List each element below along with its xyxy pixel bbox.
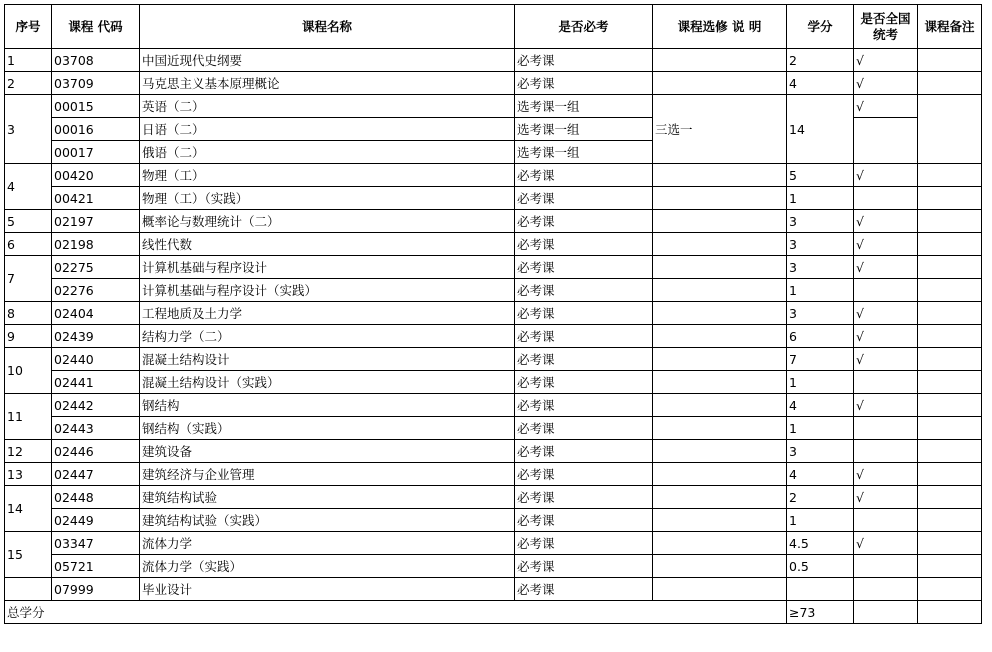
cell-elective-note xyxy=(653,348,787,371)
cell-credits: 6 xyxy=(787,325,854,348)
cell-elective-note xyxy=(653,486,787,509)
cell-required: 必考课 xyxy=(515,532,653,555)
cell-national xyxy=(854,509,918,532)
cell-required: 必考课 xyxy=(515,72,653,95)
cell-remarks xyxy=(918,348,982,371)
cell-name: 混凝土结构设计（实践） xyxy=(140,371,515,394)
cell-elective-note xyxy=(653,233,787,256)
table-header-row xyxy=(5,5,982,49)
cell-national xyxy=(854,118,918,164)
cell-credits: 4 xyxy=(787,72,854,95)
cell-seq: 14 xyxy=(5,486,52,532)
table-row xyxy=(5,210,982,233)
cell-code: 05721 xyxy=(52,555,140,578)
cell-required: 必考课 xyxy=(515,302,653,325)
header-name: 课程名称 xyxy=(140,5,515,49)
cell-seq: 7 xyxy=(5,256,52,302)
cell-name: 物理（工）（实践） xyxy=(140,187,515,210)
cell-name: 钢结构 xyxy=(140,394,515,417)
cell-remarks xyxy=(918,72,982,95)
cell-name: 混凝土结构设计 xyxy=(140,348,515,371)
cell-code: 02197 xyxy=(52,210,140,233)
cell-elective-note xyxy=(653,256,787,279)
cell-remarks xyxy=(918,49,982,72)
cell-remarks xyxy=(918,210,982,233)
cell-credits: 4.5 xyxy=(787,532,854,555)
course-table xyxy=(4,4,982,624)
table-row xyxy=(5,279,982,302)
cell-credits: 5 xyxy=(787,164,854,187)
cell-code: 00421 xyxy=(52,187,140,210)
cell-code: 02449 xyxy=(52,509,140,532)
cell-code: 02198 xyxy=(52,233,140,256)
cell-name: 结构力学（二） xyxy=(140,325,515,348)
header-national: 是否全国统考 xyxy=(854,5,918,49)
table-row xyxy=(5,325,982,348)
total-credits: ≥73 xyxy=(787,601,854,624)
cell-remarks xyxy=(918,302,982,325)
cell-seq: 1 xyxy=(5,49,52,72)
cell-required: 必考课 xyxy=(515,509,653,532)
cell-remarks xyxy=(918,256,982,279)
cell-required: 必考课 xyxy=(515,210,653,233)
cell-remarks xyxy=(918,509,982,532)
cell-remarks xyxy=(918,187,982,210)
cell-required: 选考课一组 xyxy=(515,95,653,118)
cell-code: 00017 xyxy=(52,141,140,164)
cell-national: √ xyxy=(854,486,918,509)
cell-remarks xyxy=(918,532,982,555)
cell-code: 02443 xyxy=(52,417,140,440)
cell-national: √ xyxy=(854,394,918,417)
cell-code: 03709 xyxy=(52,72,140,95)
cell-national: √ xyxy=(854,532,918,555)
cell-remarks xyxy=(918,371,982,394)
cell-required: 选考课一组 xyxy=(515,118,653,141)
table-row xyxy=(5,394,982,417)
header-elective-note: 课程选修 说 明 xyxy=(653,5,787,49)
cell-elective-note xyxy=(653,371,787,394)
cell-national: √ xyxy=(854,72,918,95)
cell-remarks xyxy=(918,394,982,417)
cell-credits: 3 xyxy=(787,233,854,256)
cell-elective-note xyxy=(653,509,787,532)
cell-national: √ xyxy=(854,325,918,348)
cell-name: 概率论与数理统计（二） xyxy=(140,210,515,233)
cell-national: √ xyxy=(854,302,918,325)
cell-code: 02404 xyxy=(52,302,140,325)
cell-elective-note xyxy=(653,417,787,440)
table-row xyxy=(5,463,982,486)
cell-national: √ xyxy=(854,95,918,118)
cell-remarks xyxy=(918,95,982,164)
cell-national: √ xyxy=(854,49,918,72)
cell-required: 选考课一组 xyxy=(515,141,653,164)
cell-credits: 4 xyxy=(787,463,854,486)
cell-national xyxy=(854,187,918,210)
cell-elective-note xyxy=(653,578,787,601)
cell-seq: 12 xyxy=(5,440,52,463)
cell-code: 02441 xyxy=(52,371,140,394)
cell-credits: 2 xyxy=(787,49,854,72)
cell-name: 中国近现代史纲要 xyxy=(140,49,515,72)
cell-name: 建筑经济与企业管理 xyxy=(140,463,515,486)
cell-name: 马克思主义基本原理概论 xyxy=(140,72,515,95)
cell-credits: 4 xyxy=(787,394,854,417)
cell-remarks xyxy=(918,486,982,509)
header-seq: 序号 xyxy=(5,5,52,49)
table-row xyxy=(5,555,982,578)
cell-required: 必考课 xyxy=(515,49,653,72)
cell-seq: 15 xyxy=(5,532,52,578)
cell-credits: 1 xyxy=(787,509,854,532)
cell-name: 建筑设备 xyxy=(140,440,515,463)
cell-credits: 3 xyxy=(787,440,854,463)
cell-credits: 7 xyxy=(787,348,854,371)
cell-seq: 11 xyxy=(5,394,52,440)
cell-seq: 4 xyxy=(5,164,52,210)
cell-national: √ xyxy=(854,348,918,371)
cell-name: 俄语（二） xyxy=(140,141,515,164)
cell-national xyxy=(854,578,918,601)
total-row xyxy=(5,601,982,624)
cell-seq xyxy=(5,578,52,601)
cell-required: 必考课 xyxy=(515,187,653,210)
cell-elective-note xyxy=(653,325,787,348)
cell-remarks xyxy=(918,601,982,624)
cell-elective-note xyxy=(653,302,787,325)
table-row xyxy=(5,302,982,325)
cell-credits: 0.5 xyxy=(787,555,854,578)
cell-remarks xyxy=(918,555,982,578)
cell-credits: 3 xyxy=(787,302,854,325)
cell-credits: 1 xyxy=(787,417,854,440)
cell-name: 钢结构（实践） xyxy=(140,417,515,440)
cell-seq: 5 xyxy=(5,210,52,233)
header-code: 课程 代码 xyxy=(52,5,140,49)
table-row xyxy=(5,578,982,601)
cell-elective-note xyxy=(653,164,787,187)
cell-national xyxy=(854,555,918,578)
cell-remarks xyxy=(918,440,982,463)
cell-code: 02276 xyxy=(52,279,140,302)
table-row xyxy=(5,371,982,394)
table-row xyxy=(5,256,982,279)
cell-national xyxy=(854,279,918,302)
cell-name: 流体力学 xyxy=(140,532,515,555)
cell-name: 英语（二） xyxy=(140,95,515,118)
table-row xyxy=(5,440,982,463)
cell-name: 线性代数 xyxy=(140,233,515,256)
cell-elective-note xyxy=(653,532,787,555)
cell-elective-note: 三选一 xyxy=(653,95,787,164)
cell-code: 03347 xyxy=(52,532,140,555)
table-row xyxy=(5,95,982,118)
cell-code: 02442 xyxy=(52,394,140,417)
cell-name: 毕业设计 xyxy=(140,578,515,601)
cell-name: 工程地质及土力学 xyxy=(140,302,515,325)
table-row xyxy=(5,164,982,187)
cell-code: 02275 xyxy=(52,256,140,279)
cell-seq: 2 xyxy=(5,72,52,95)
cell-name: 建筑结构试验 xyxy=(140,486,515,509)
cell-name: 流体力学（实践） xyxy=(140,555,515,578)
cell-elective-note xyxy=(653,463,787,486)
cell-national: √ xyxy=(854,256,918,279)
cell-credits: 3 xyxy=(787,256,854,279)
cell-national: √ xyxy=(854,233,918,256)
header-remarks: 课程备注 xyxy=(918,5,982,49)
cell-credits: 1 xyxy=(787,371,854,394)
cell-credits: 1 xyxy=(787,279,854,302)
table-row xyxy=(5,49,982,72)
cell-elective-note xyxy=(653,394,787,417)
cell-code: 00420 xyxy=(52,164,140,187)
cell-credits: 14 xyxy=(787,95,854,164)
table-row xyxy=(5,509,982,532)
cell-elective-note xyxy=(653,279,787,302)
course-table-container xyxy=(4,4,982,624)
cell-elective-note xyxy=(653,49,787,72)
cell-name: 物理（工） xyxy=(140,164,515,187)
cell-required: 必考课 xyxy=(515,233,653,256)
header-credits: 学分 xyxy=(787,5,854,49)
cell-name: 计算机基础与程序设计（实践） xyxy=(140,279,515,302)
table-row xyxy=(5,233,982,256)
cell-seq: 10 xyxy=(5,348,52,394)
header-required: 是否必考 xyxy=(515,5,653,49)
cell-required: 必考课 xyxy=(515,371,653,394)
table-row xyxy=(5,72,982,95)
cell-code: 02446 xyxy=(52,440,140,463)
cell-national: √ xyxy=(854,210,918,233)
cell-remarks xyxy=(918,463,982,486)
cell-required: 必考课 xyxy=(515,164,653,187)
cell-remarks xyxy=(918,164,982,187)
cell-remarks xyxy=(918,233,982,256)
table-row xyxy=(5,532,982,555)
cell-remarks xyxy=(918,578,982,601)
cell-required: 必考课 xyxy=(515,486,653,509)
table-row xyxy=(5,348,982,371)
cell-national: √ xyxy=(854,463,918,486)
cell-elective-note xyxy=(653,72,787,95)
cell-name: 日语（二） xyxy=(140,118,515,141)
cell-code: 02440 xyxy=(52,348,140,371)
total-label: 总学分 xyxy=(5,601,787,624)
cell-remarks xyxy=(918,417,982,440)
cell-seq: 13 xyxy=(5,463,52,486)
table-row xyxy=(5,417,982,440)
cell-code: 02448 xyxy=(52,486,140,509)
cell-required: 必考课 xyxy=(515,463,653,486)
cell-seq: 6 xyxy=(5,233,52,256)
cell-elective-note xyxy=(653,555,787,578)
cell-required: 必考课 xyxy=(515,325,653,348)
cell-national xyxy=(854,601,918,624)
cell-code: 00016 xyxy=(52,118,140,141)
cell-required: 必考课 xyxy=(515,440,653,463)
cell-remarks xyxy=(918,279,982,302)
table-row xyxy=(5,486,982,509)
cell-credits: 3 xyxy=(787,210,854,233)
cell-code: 02447 xyxy=(52,463,140,486)
cell-seq: 9 xyxy=(5,325,52,348)
cell-national: √ xyxy=(854,164,918,187)
cell-required: 必考课 xyxy=(515,417,653,440)
cell-required: 必考课 xyxy=(515,348,653,371)
cell-name: 计算机基础与程序设计 xyxy=(140,256,515,279)
cell-code: 07999 xyxy=(52,578,140,601)
cell-remarks xyxy=(918,325,982,348)
cell-code: 02439 xyxy=(52,325,140,348)
cell-required: 必考课 xyxy=(515,394,653,417)
cell-national xyxy=(854,371,918,394)
cell-elective-note xyxy=(653,440,787,463)
cell-elective-note xyxy=(653,187,787,210)
cell-credits xyxy=(787,578,854,601)
cell-required: 必考课 xyxy=(515,578,653,601)
cell-seq: 8 xyxy=(5,302,52,325)
table-row xyxy=(5,187,982,210)
cell-elective-note xyxy=(653,210,787,233)
cell-code: 00015 xyxy=(52,95,140,118)
cell-required: 必考课 xyxy=(515,279,653,302)
cell-required: 必考课 xyxy=(515,256,653,279)
cell-national xyxy=(854,417,918,440)
cell-credits: 1 xyxy=(787,187,854,210)
cell-seq: 3 xyxy=(5,95,52,164)
cell-name: 建筑结构试验（实践） xyxy=(140,509,515,532)
cell-national xyxy=(854,440,918,463)
cell-credits: 2 xyxy=(787,486,854,509)
cell-required: 必考课 xyxy=(515,555,653,578)
cell-code: 03708 xyxy=(52,49,140,72)
